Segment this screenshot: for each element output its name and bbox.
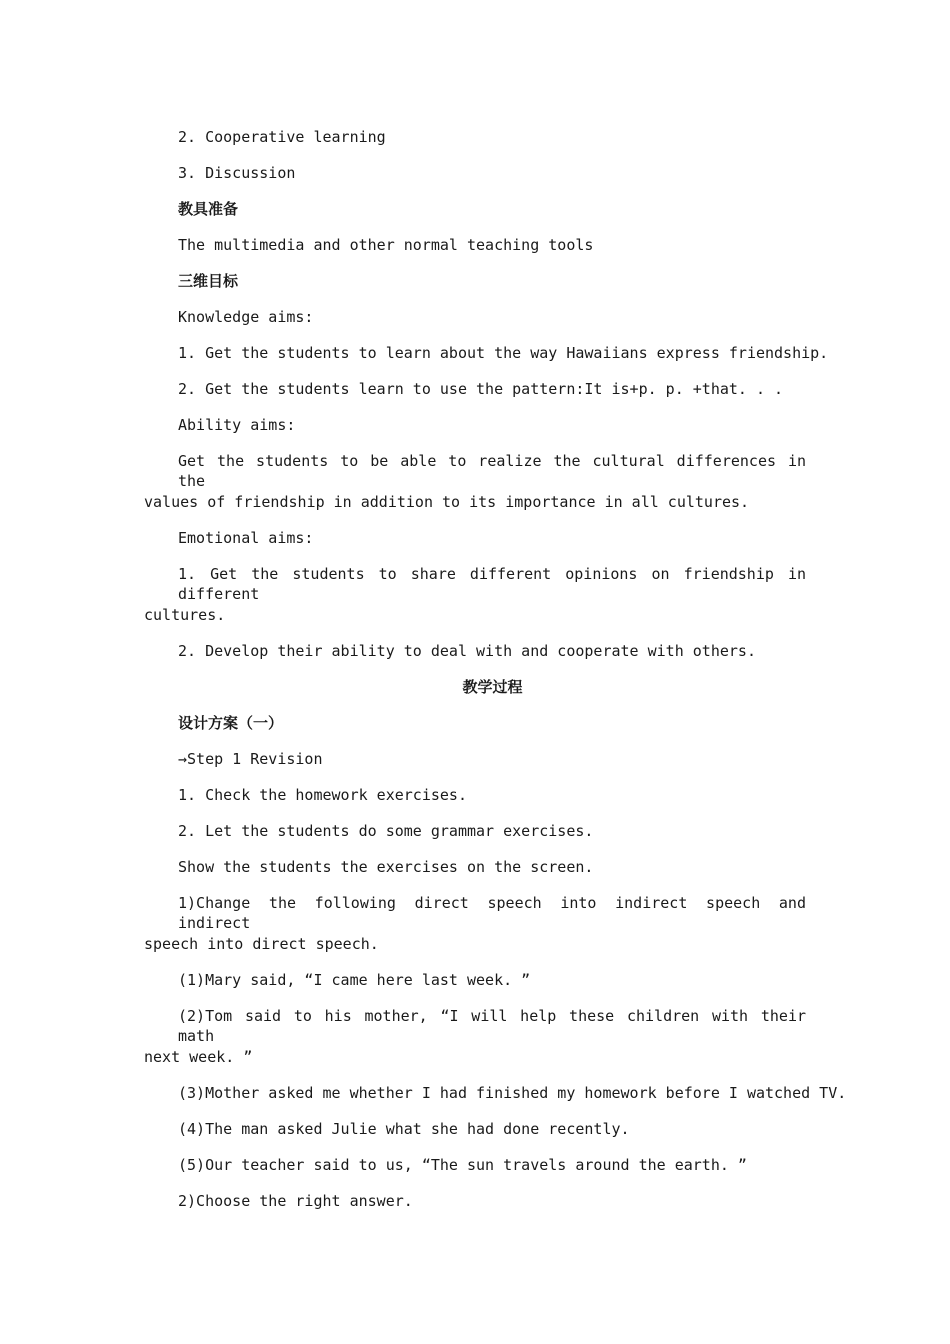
knowledge-aim-2: 2. Get the students learn to use the pattern:It is+p. p. +that. . . xyxy=(178,380,784,398)
step-1-item-2: 2. Let the students do some grammar exercises. xyxy=(178,822,594,840)
knowledge-aim-1: 1. Get the students to learn about the way Hawaiians express friendship. xyxy=(178,344,829,362)
ability-aims-label: Ability aims: xyxy=(178,416,296,434)
heading-teaching-process: 教学过程 xyxy=(462,678,523,696)
step-1-instruction: Show the students the exercises on the screen. xyxy=(178,858,594,876)
step-1-title: →Step 1 Revision xyxy=(178,750,323,768)
method-item-3: 3. Discussion xyxy=(178,164,296,182)
heading-design-plan-1: 设计方案（一） xyxy=(178,714,284,732)
question-1: (1)Mary said, “I came here last week. ” xyxy=(178,971,531,989)
emotional-aims-label: Emotional aims: xyxy=(178,529,314,547)
step-1-item-1: 1. Check the homework exercises. xyxy=(178,786,467,804)
emotional-aim-1-line-2: cultures. xyxy=(144,606,226,624)
exercise-2-title: 2)Choose the right answer. xyxy=(178,1192,413,1210)
knowledge-aims-label: Knowledge aims: xyxy=(178,308,314,326)
ability-aim-line-1: Get the students to be able to realize the cultural differences in the xyxy=(178,452,806,490)
heading-three-dimensional-aims: 三维目标 xyxy=(178,272,239,290)
ability-aim-line-2: values of friendship in addition to its importance in all cultures. xyxy=(144,493,750,511)
question-3: (3)Mother asked me whether I had finished my homework before I watched TV. xyxy=(178,1084,847,1102)
exercise-1-line-1: 1)Change the following direct speech into indirect speech and indirect xyxy=(178,894,806,932)
method-item-2: 2. Cooperative learning xyxy=(178,128,386,146)
question-2-line-2: next week. ” xyxy=(144,1048,253,1066)
heading-teaching-tools: 教具准备 xyxy=(178,200,239,218)
question-2-line-1: (2)Tom said to his mother, “I will help these children with their math xyxy=(178,1007,806,1045)
exercise-1-line-2: speech into direct speech. xyxy=(144,935,379,953)
emotional-aim-2: 2. Develop their ability to deal with and cooperate with others. xyxy=(178,642,756,660)
tools-text: The multimedia and other normal teaching tools xyxy=(178,236,594,254)
question-4: (4)The man asked Julie what she had done recently. xyxy=(178,1120,630,1138)
question-5: (5)Our teacher said to us, “The sun travels around the earth. ” xyxy=(178,1156,747,1174)
emotional-aim-1-line-1: 1. Get the students to share different opinions on friendship in different xyxy=(178,565,806,603)
